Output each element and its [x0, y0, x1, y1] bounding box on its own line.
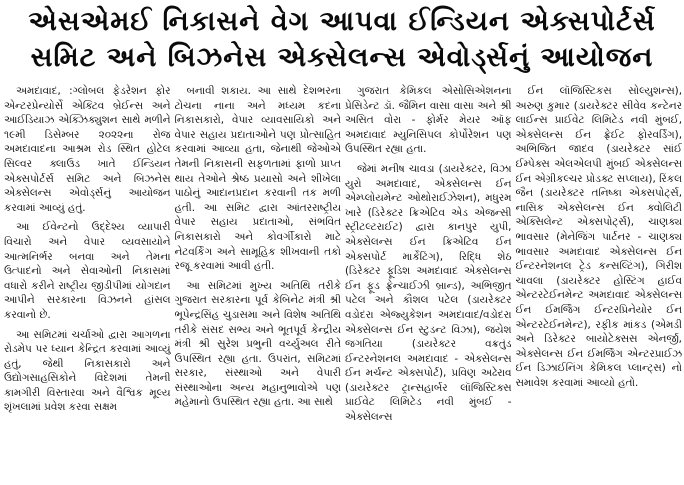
article-paragraph: અમદાવાદ, :ગ્લોબલ ફેડરેશન ફોર એન્ટરપ્રેન્યોર્સે એક્ટિવ બ્રેઈન્સ અને આઈડિયાઝ એક્ઝિક્યુશન સાથે મળીને ૧૯મી ડિસેમ્બર ૨૦૨૨ના રોજ અમદાવાદના આશ્રમ રોડ સ્થિત હોટેલ સિલ્વર ક્લાઉડ ખાતે ઈન્ડિયન એક્સપોર્ટર્સ સમિટ અને બિઝનેસ એક્સેલન્સ એવોર્ડ્સનું આયોજન કરવામાં આવ્યું હતું. — [4, 85, 171, 214]
article-paragraph: ઈન લૉજિસ્ટિકસ સોલ્યુશન્સ), અરુણ કુમાર (ડાયરેક્ટર સીવેવ કન્ટેનર લાઈન્સ પ્રાઈવેટ લિમિટેડ નવી મુંબઈ, એક્સેલન્સ ઈન ફ્રેઈટ ફોરવર્ડિંગ), અભિજિત જાદવ (ડાયરેક્ટર સાંઈ ઈમ્પેક્સ એલએલપી મુંબઈ એક્સેલન્સ ઈન એગ્રીકલ્ચર પ્રોડક્ટ સપ્લાય), રિંકલ જૈન (ડાયરેક્ટર તનિષ્કા એક્સપોર્ટ્સ, નાસિક એક્સેલન્સ ઈન ક્વોલિટી એક્સિલેન્ટ એક્સપોર્ટ્સ), ચાણક્ય ભાવસાર (મેનેજિંગ પાર્ટનર - ચાણક્ય ભાવસાર અમદાવાદ એક્સેલન્સ ઈન ઈન્ટરનેશનલ ટ્રેડ કન્સલ્ટિંગ), ગિરીશ ચાવલા (ડાયરેક્ટર હોસ્ટિંગ હાઈવ એન્ટરટેઈનમેન્ટ અમદાવાદ એક્સેલન્સ ઈન ઈમર્જિંગ ઈન્ટરપ્રિનેયોર ઈન એન્ટરટેઈનમેન્ટ), રફીક માંકડ (એમડી અને ડિરેક્ટર બાયોટેક્સસ એનર્જી, એક્સેલન્સ ઈન ઈમર્જિંગ એન્ટરપ્રાઈઝ ઈન ડિઝાઈનિંગ કેમિકલ પ્લાન્ટ્સ) નો સમાવેશ કરવામાં આવ્યો હતો. — [515, 85, 682, 389]
article-paragraph: આ સમિટમાં ચર્ચાઓ દ્વારા આગળના રોડમેપ પર ધ્યાન કેન્દ્રિત કરવામાં આવ્યું હતું, જેથી નિકાસકારો અને ઉદ્યોગસાહસિકોને વિદેશમાં તેમની કામગીરી વિસ્તારવા અને વૈશ્વિક મૂલ્ય શૃંખલામાં પ્રવેશ કરવા સક્ષમ — [4, 328, 171, 414]
article-column-2 — [175, 84, 342, 482]
article-column-1 — [4, 84, 171, 482]
headline-line-1: એસએમઈ નિકાસને વેગ આપવા ઈન્ડિયન એક્સપોર્ટર્સ — [28, 6, 656, 37]
article-paragraph: આ સમિટમાં મુખ્ય અતિથિ તરીકે ગુજરાત સરકારના પૂર્વ કેબિનેટ મંત્રી શ્રી ભૂપેન્દ્રસિંહ ચુડાસમા અને વિશેષ અતિથિ તરીકે સંસદ સભ્ય અને ભૂતપૂર્વ કેન્દ્રીય મંત્રી શ્રી સુરેશ પ્રભુની વર્ચ્યુઅલ રીતે ઉપસ્થિત રહ્યા હતા. ઉપરાંત, સમિટમાં સરકાર, સંસ્થાઓ અને વેપારી સંસ્થાઓના અન્ય મહાનુભાવોએ પણ મહેમાનો ઉપસ્થિત રહ્યા હતા. આ સાથે — [174, 279, 341, 409]
article-paragraph: બનાવી શકાય. આ સાથે દેશભરના ટોચના નાના અને મધ્યમ કદના નિકાસકારો, વેપાર વ્યાવસાયિકો અને વેપાર સહાય પ્રદાતાઓને પણ પ્રોત્સાહિત કરવામાં આવ્યા હતા, જેનાથી જેઓએ તેમની નિકાસની સફળતામાં ફાળો પ્રાપ્ત થાય તેઓને શ્રેષ્ઠ પ્રયાસો અને શીખેલા પાઠોનું આદાનપ્રદાન કરવાની તક મળી હતી. આ સમિટ દ્વારા આંતરરાષ્ટ્રીય વેપાર સહાય પ્રદાતાઓ, સંભવિત નિકાસકારો અને કોવર્ગીકારો માટે નેટવર્કિંગ અને સામૂહિક શીખવાની તકો રજૂ કરવામાં આવી હતી. — [174, 85, 341, 273]
headline-line-2: સમિટ અને બિઝનેસ એક્સેલન્સ એવોર્ડ્સનું આયોજન — [30, 42, 654, 73]
article-body — [4, 84, 682, 482]
article-paragraph: ગુજરાત કેમિકલ એસોસિએશનના પ્રેસિડેન્ટ ડૉ. જૈમિન વાસા વાસા અને શ્રી અસિત વોરા - ફોર્મર મેયર ઑફ અમદાવાદ મ્યુનિસિપલ કોર્પોરેશન પણ ઉપસ્થિત રહ્યા હતા. — [345, 85, 512, 156]
article-paragraph: આ ઈવેન્ટનો ઉદ્દેશ્ય વ્યાપારી વિચારો અને વેપાર વ્યવસાયોને આત્મનિર્ભર બનવા અને તેમના ઉત્પાદનો અને સેવાઓની નિકાસમાં વધારો કરીને રાષ્ટ્રીય જીડીપીમાં યોગદાન આપીને સરકારના વિઝનને હાંસલ કરવાનો છે. — [4, 221, 171, 321]
article-column-3 — [345, 84, 512, 482]
article-paragraph: જેમાં મનીષ ચાવડા (ડાયરેક્ટર, વિઝા યુરો અમદાવાદ, એક્સેલન્સ ઈન એમ્પ્લોયમેન્ટ ઓથોરાઈઝેશન), મધુરમ ખારે (ડિરેક્ટર ક્રિએટિવ એડ એજન્સી સ્ટ્રીટલ્ટરાઈટ) દ્વારા કાનપુર યુપી, એક્સેલન્સ ઈન ક્રિએટિવ ઈન એક્સપોર્ટ માર્કેટિંગ), રિદ્ધિ શેઠ (ડિરેક્ટર ફૂડિશ અમદાવાદ એક્સેલન્સ ઈન ફૂડ ફ્રેન્ચાઈઝી બ્રાન્ડ), અભિજીત પટેલ અને કૌશલ પટેલ (ડાયરેક્ટર વડોદરા એજ્યુકેશન અમદાવાદ/વડોદરા એક્સેલન્સ ઈન સ્ટુડન્ટ વિઝા), જયેશ જગતિયા (ડાયરેક્ટર વક્રતુંડ ઈન્ટરનેશનલ અમદાવાદ - એક્સેલન્સ ઈન મર્ચન્ટ એક્સપોર્ટ), પ્રવિણ અઢેરાવ (ડાયરેક્ટર ટ્રાન્સહાર્બર લૉજિસ્ટિક્સ પ્રાઈવેટ લિમિટેડ નવી મુંબઈ - એક્સેલન્સ — [345, 162, 512, 424]
article-column-4 — [516, 84, 683, 482]
